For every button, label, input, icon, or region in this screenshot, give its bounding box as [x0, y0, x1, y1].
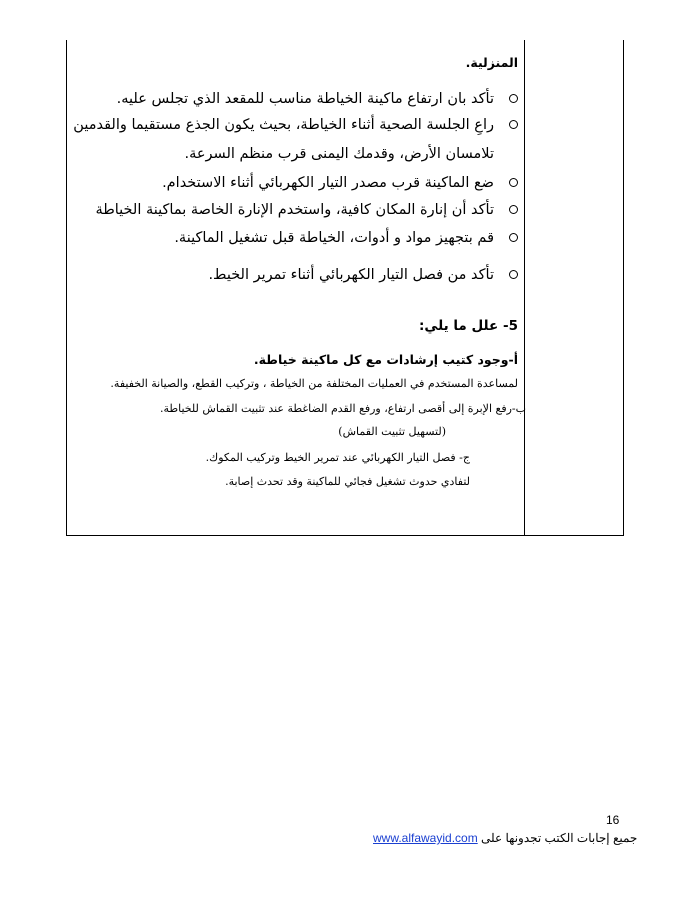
section-5-heading: 5- علل ما يلي:: [419, 318, 518, 334]
list-item-text: تأكد من فصل التيار الكهربائي أثناء تمرير الخيط.: [208, 267, 494, 283]
list-item-text: قم بتجهيز مواد و أدوات، الخياطة قبل تشغيل الماكينة.: [174, 230, 494, 246]
answer-a-body: لمساعدة المستخدم في العمليات المختلفة من الخياطة ، وتركيب القطع، والصيانة الخفيفة.: [110, 377, 518, 390]
circle-bullet-icon: [509, 233, 518, 242]
list-item-text: راعِ الجلسة الصحية أثناء الخياطة، بحيث يكون الجذع مستقيما والقدمين تلامسان الأرض، وقدمك اليمنى قرب منظم السرعة.: [73, 117, 494, 162]
website-link[interactable]: www.alfawayid.com: [373, 831, 478, 845]
answer-b-body: (لتسهيل تثبيت القماش): [338, 425, 446, 438]
answer-c-body: لتفادي حدوث تشغيل فجائي للماكينة وقد تحدث إصابة.: [225, 475, 470, 488]
answer-b-title: ب-رفع الإبرة إلى أقصى ارتفاع، ورفع القدم الضاغطة عند تثبيت القماش للخياطة.: [159, 402, 526, 415]
list-item-text: تأكد أن إنارة المكان كافية، واستخدم الإنارة الخاصة بماكينة الخياطة: [95, 202, 494, 218]
footer-note: [373, 831, 637, 845]
answer-a-title: أ-وجود كتيب إرشادات مع كل ماكينة خياطة.: [253, 352, 518, 367]
circle-bullet-icon: [509, 120, 518, 129]
circle-bullet-icon: [509, 205, 518, 214]
circle-bullet-icon: [509, 94, 518, 103]
answer-c-title: ج- فصل التيار الكهربائي عند تمرير الخيط وتركيب المكوك.: [205, 451, 470, 464]
list-item-text: ضع الماكينة قرب مصدر التيار الكهربائي أثناء الاستخدام.: [162, 175, 494, 191]
table-column-divider: [524, 40, 525, 536]
list-item-text: تأكد بان ارتفاع ماكينة الخياطة مناسب للمقعد الذي تجلس عليه.: [116, 91, 494, 107]
page-number: 16: [606, 813, 620, 827]
circle-bullet-icon: [509, 178, 518, 187]
footer-text: جميع إجابات الكتب تجدونها على: [481, 831, 638, 845]
intro-fragment: المنزلية.: [465, 55, 518, 70]
circle-bullet-icon: [509, 270, 518, 279]
